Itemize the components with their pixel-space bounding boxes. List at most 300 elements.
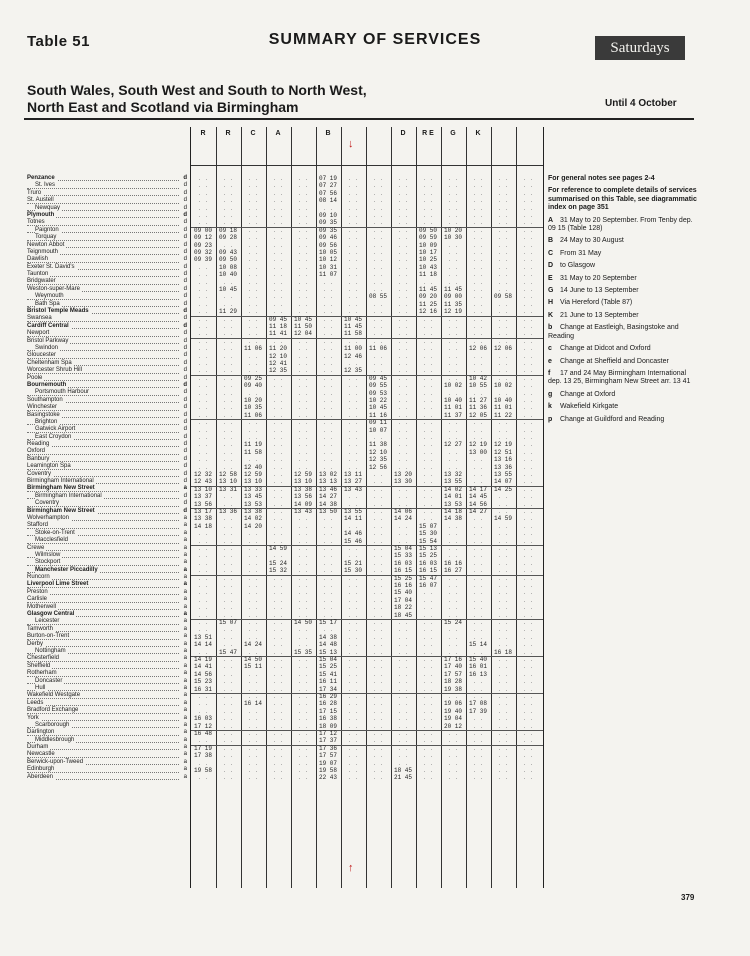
time-cell: 13 38 bbox=[243, 508, 262, 515]
time-cell: . . bbox=[497, 596, 509, 604]
time-cell: . . bbox=[272, 574, 284, 582]
time-row bbox=[191, 715, 543, 722]
time-cell: . . bbox=[347, 204, 359, 212]
time-cell: . . bbox=[222, 300, 234, 308]
time-cell: . . bbox=[497, 286, 509, 293]
time-row bbox=[191, 523, 543, 530]
time-cell: 14 48 bbox=[318, 641, 337, 649]
time-cell: . . bbox=[347, 397, 359, 404]
time-cell: . . bbox=[222, 352, 234, 360]
note-item bbox=[548, 217, 698, 234]
time-cell: . . bbox=[447, 574, 459, 582]
time-cell: 10 30 bbox=[443, 234, 462, 242]
time-cell: . . bbox=[197, 345, 209, 353]
time-cell: . . bbox=[272, 404, 284, 412]
time-cell: . . bbox=[247, 426, 259, 434]
time-cell: 17 12 bbox=[318, 730, 337, 737]
time-cell: . . bbox=[347, 175, 359, 182]
time-cell: . . bbox=[222, 589, 234, 597]
time-cell: . . bbox=[522, 360, 534, 367]
time-cell: . . bbox=[397, 707, 409, 715]
time-cell: . . bbox=[297, 522, 309, 530]
station-name: Leamington Spa bbox=[27, 463, 71, 470]
station-name: Bristol Parkway bbox=[27, 337, 69, 344]
time-cell: . . bbox=[222, 604, 234, 612]
time-cell: . . bbox=[322, 596, 334, 604]
time-cell: 17 39 bbox=[468, 707, 487, 715]
time-cell: . . bbox=[347, 197, 359, 205]
time-cell: . . bbox=[347, 374, 359, 382]
time-row bbox=[191, 745, 543, 752]
time-cell: . . bbox=[297, 678, 309, 686]
time-cell: 15 40 bbox=[468, 656, 487, 663]
arr-dep-marker: a bbox=[183, 618, 187, 625]
time-cell: . . bbox=[447, 744, 459, 752]
arr-dep-marker: d bbox=[183, 322, 187, 329]
time-cell: . . bbox=[447, 426, 459, 434]
time-cell: . . bbox=[272, 175, 284, 182]
time-cell: . . bbox=[447, 626, 459, 634]
time-row bbox=[191, 234, 543, 241]
note-item bbox=[548, 275, 698, 283]
time-cell: . . bbox=[222, 448, 234, 456]
arr-dep-marker: a bbox=[183, 721, 187, 728]
time-cell: . . bbox=[372, 360, 384, 367]
time-cell: 13 38 bbox=[293, 485, 312, 493]
time-row bbox=[191, 612, 543, 619]
time-cell: 09 45 bbox=[368, 374, 387, 382]
time-cell: . . bbox=[422, 204, 434, 212]
time-cell: . . bbox=[222, 678, 234, 686]
time-cell: . . bbox=[422, 744, 434, 752]
time-cell: 19 06 bbox=[443, 700, 462, 708]
time-cell: . . bbox=[522, 722, 534, 730]
station-row bbox=[27, 367, 187, 374]
time-cell: 09 28 bbox=[218, 234, 237, 242]
time-cell: 14 56 bbox=[468, 500, 487, 508]
column-header: C bbox=[250, 130, 256, 137]
time-cell: . . bbox=[422, 730, 434, 737]
time-cell: . . bbox=[422, 197, 434, 205]
time-cell: 10 17 bbox=[418, 249, 437, 256]
station-name: Bournemouth bbox=[27, 381, 67, 388]
time-cell: . . bbox=[297, 604, 309, 612]
route-heading-line2: North East and Scotland via Birmingham bbox=[27, 99, 299, 115]
time-cell: 10 45 bbox=[293, 315, 312, 323]
time-cell: . . bbox=[522, 352, 534, 360]
time-cell: . . bbox=[247, 226, 259, 234]
time-cell: . . bbox=[272, 604, 284, 612]
time-cell: 10 20 bbox=[443, 226, 462, 234]
arr-dep-marker: a bbox=[183, 566, 187, 573]
time-cell: . . bbox=[522, 345, 534, 353]
station-name: East Croydon bbox=[35, 433, 72, 440]
time-row bbox=[191, 626, 543, 633]
time-cell: . . bbox=[447, 197, 459, 205]
time-cell: . . bbox=[447, 189, 459, 197]
time-row bbox=[191, 316, 543, 323]
time-cell: 09 56 bbox=[318, 241, 337, 249]
time-cell: 17 40 bbox=[443, 663, 462, 671]
time-cell: . . bbox=[197, 360, 209, 367]
time-cell: . . bbox=[247, 596, 259, 604]
time-cell: . . bbox=[372, 434, 384, 441]
time-row bbox=[191, 530, 543, 537]
time-cell: . . bbox=[397, 744, 409, 752]
time-cell: 12 27 bbox=[443, 441, 462, 449]
time-cell: 12 19 bbox=[468, 441, 487, 449]
time-cell: . . bbox=[297, 360, 309, 367]
time-cell: 14 41 bbox=[193, 663, 212, 671]
time-cell: . . bbox=[397, 737, 409, 745]
time-cell: . . bbox=[372, 715, 384, 723]
time-cell: . . bbox=[522, 515, 534, 523]
time-cell: . . bbox=[397, 441, 409, 449]
arr-dep-marker: a bbox=[183, 551, 187, 558]
time-cell: . . bbox=[372, 278, 384, 286]
time-cell: . . bbox=[372, 249, 384, 256]
time-cell: . . bbox=[447, 360, 459, 367]
time-cell: 19 58 bbox=[318, 767, 337, 774]
time-cell: . . bbox=[497, 567, 509, 575]
time-cell: 13 27 bbox=[343, 478, 362, 486]
arr-dep-marker: d bbox=[183, 448, 187, 455]
time-row bbox=[191, 737, 543, 744]
arr-dep-marker: d bbox=[183, 241, 187, 248]
time-row bbox=[191, 197, 543, 204]
arr-dep-marker: d bbox=[183, 404, 187, 411]
time-cell: . . bbox=[522, 463, 534, 471]
time-cell: . . bbox=[347, 389, 359, 397]
reference-notes-text: For reference to complete details of services summarised on this Table, see diagrammatic index on page 351 bbox=[548, 187, 697, 212]
time-cell: . . bbox=[347, 308, 359, 316]
time-cell: . . bbox=[422, 419, 434, 427]
time-cell: . . bbox=[422, 500, 434, 508]
arr-dep-marker: d bbox=[183, 189, 187, 196]
time-cell: . . bbox=[522, 175, 534, 182]
time-cell: . . bbox=[522, 286, 534, 293]
time-cell: . . bbox=[372, 700, 384, 708]
time-cell: . . bbox=[297, 256, 309, 264]
time-cell: . . bbox=[422, 463, 434, 471]
time-cell: . . bbox=[347, 589, 359, 597]
time-cell: . . bbox=[222, 323, 234, 330]
time-cell: . . bbox=[522, 633, 534, 641]
time-cell: 19 38 bbox=[443, 685, 462, 693]
time-cell: . . bbox=[322, 611, 334, 619]
time-cell: . . bbox=[347, 545, 359, 552]
time-cell: . . bbox=[472, 530, 484, 538]
time-cell: . . bbox=[297, 707, 309, 715]
station-name: York bbox=[27, 714, 39, 721]
time-cell: 11 20 bbox=[268, 345, 287, 353]
time-cell: . . bbox=[472, 249, 484, 256]
time-cell: . . bbox=[472, 337, 484, 345]
time-cell: . . bbox=[197, 626, 209, 634]
time-cell: . . bbox=[397, 730, 409, 737]
time-cell: . . bbox=[197, 419, 209, 427]
time-cell: . . bbox=[497, 308, 509, 316]
time-cell: . . bbox=[497, 722, 509, 730]
station-row bbox=[27, 463, 187, 470]
time-cell: . . bbox=[472, 545, 484, 552]
time-cell: . . bbox=[347, 456, 359, 464]
time-cell: . . bbox=[297, 337, 309, 345]
time-cell: . . bbox=[222, 212, 234, 219]
time-cell: . . bbox=[247, 315, 259, 323]
time-cell: . . bbox=[497, 182, 509, 190]
time-cell: . . bbox=[372, 633, 384, 641]
time-cell: . . bbox=[522, 619, 534, 626]
time-cell: . . bbox=[297, 300, 309, 308]
time-cell: . . bbox=[247, 767, 259, 774]
time-cell: 13 10 bbox=[243, 478, 262, 486]
time-cell: . . bbox=[472, 241, 484, 249]
time-cell: 17 38 bbox=[193, 752, 212, 760]
time-cell: . . bbox=[397, 286, 409, 293]
time-cell: . . bbox=[197, 648, 209, 656]
time-row bbox=[191, 656, 543, 663]
time-cell: . . bbox=[347, 582, 359, 589]
time-cell: . . bbox=[297, 263, 309, 271]
time-cell: . . bbox=[247, 730, 259, 737]
time-cell: . . bbox=[372, 767, 384, 774]
time-row bbox=[191, 575, 543, 582]
time-cell: . . bbox=[447, 552, 459, 560]
time-cell: . . bbox=[372, 212, 384, 219]
time-cell: . . bbox=[247, 367, 259, 375]
time-cell: . . bbox=[422, 278, 434, 286]
time-cell: . . bbox=[297, 219, 309, 227]
time-cell: . . bbox=[297, 278, 309, 286]
time-row bbox=[191, 686, 543, 693]
time-cell: . . bbox=[422, 493, 434, 501]
notes-panel bbox=[548, 175, 698, 428]
time-cell: . . bbox=[397, 249, 409, 256]
time-cell: . . bbox=[497, 204, 509, 212]
station-row bbox=[27, 515, 187, 522]
time-cell: . . bbox=[347, 774, 359, 782]
page-number: 379 bbox=[681, 893, 695, 902]
time-cell: . . bbox=[372, 752, 384, 760]
time-cell: 08 14 bbox=[318, 197, 337, 205]
column-header: B bbox=[325, 130, 331, 137]
time-cell: 09 00 bbox=[193, 226, 212, 234]
time-cell: . . bbox=[197, 323, 209, 330]
time-cell: 10 35 bbox=[243, 404, 262, 412]
time-cell: . . bbox=[272, 456, 284, 464]
time-cell: . . bbox=[372, 530, 384, 538]
time-cell: 15 21 bbox=[343, 559, 362, 567]
time-cell: . . bbox=[447, 604, 459, 612]
time-cell: 16 18 bbox=[493, 648, 512, 656]
time-cell: . . bbox=[222, 567, 234, 575]
arr-dep-marker: d bbox=[183, 197, 187, 204]
time-cell: . . bbox=[272, 212, 284, 219]
time-cell: . . bbox=[222, 596, 234, 604]
time-cell: . . bbox=[447, 463, 459, 471]
time-cell: . . bbox=[522, 263, 534, 271]
route-heading-line1: South Wales, South West and South to North West, bbox=[27, 82, 367, 98]
note-item bbox=[548, 262, 698, 270]
station-name: Runcorn bbox=[27, 574, 50, 581]
time-cell: . . bbox=[372, 197, 384, 205]
time-cell: . . bbox=[272, 508, 284, 515]
time-cell: . . bbox=[272, 537, 284, 545]
time-cell: . . bbox=[222, 337, 234, 345]
station-name: Carlisle bbox=[27, 596, 48, 603]
time-cell: . . bbox=[497, 508, 509, 515]
time-cell: 16 15 bbox=[393, 567, 412, 575]
time-cell: . . bbox=[497, 744, 509, 752]
time-cell: . . bbox=[297, 204, 309, 212]
time-cell: . . bbox=[372, 611, 384, 619]
time-cell: . . bbox=[297, 559, 309, 567]
time-cell: . . bbox=[422, 323, 434, 330]
time-cell: . . bbox=[372, 707, 384, 715]
table-number: Table 51 bbox=[27, 33, 90, 50]
station-name: Macclesfield bbox=[35, 537, 69, 544]
time-cell: . . bbox=[447, 278, 459, 286]
time-cell: 14 38 bbox=[443, 515, 462, 523]
time-cell: 14 38 bbox=[318, 500, 337, 508]
time-cell: . . bbox=[522, 382, 534, 390]
time-cell: . . bbox=[322, 545, 334, 552]
time-cell: . . bbox=[322, 448, 334, 456]
time-cell: 11 19 bbox=[243, 441, 262, 449]
time-cell: . . bbox=[297, 286, 309, 293]
time-cell: . . bbox=[247, 678, 259, 686]
time-cell: . . bbox=[297, 589, 309, 597]
time-cell: . . bbox=[397, 175, 409, 182]
time-cell: . . bbox=[497, 670, 509, 678]
time-cell: . . bbox=[522, 611, 534, 619]
time-cell: . . bbox=[397, 374, 409, 382]
time-cell: . . bbox=[447, 330, 459, 338]
time-cell: 15 11 bbox=[243, 663, 262, 671]
time-cell: . . bbox=[322, 382, 334, 390]
time-cell: 15 17 bbox=[318, 619, 337, 626]
note-item bbox=[548, 237, 698, 245]
time-cell: . . bbox=[297, 411, 309, 419]
time-cell: . . bbox=[297, 596, 309, 604]
time-cell: . . bbox=[497, 656, 509, 663]
time-cell: . . bbox=[322, 456, 334, 464]
time-cell: . . bbox=[522, 411, 534, 419]
station-name: Birmingham New Street bbox=[27, 485, 95, 492]
time-cell: . . bbox=[347, 419, 359, 427]
note-key: b bbox=[548, 324, 553, 332]
station-name: Dawlish bbox=[27, 256, 49, 263]
time-cell: . . bbox=[447, 263, 459, 271]
time-cell: . . bbox=[447, 737, 459, 745]
time-cell: . . bbox=[222, 530, 234, 538]
time-cell: . . bbox=[422, 641, 434, 649]
time-row bbox=[191, 382, 543, 389]
time-cell: . . bbox=[497, 315, 509, 323]
station-name: Burton-on-Trent bbox=[27, 633, 70, 640]
time-cell: 11 58 bbox=[243, 448, 262, 456]
time-cell: . . bbox=[397, 463, 409, 471]
time-cell: . . bbox=[522, 434, 534, 441]
time-cell: 09 35 bbox=[318, 226, 337, 234]
time-cell: . . bbox=[272, 189, 284, 197]
time-cell: . . bbox=[247, 715, 259, 723]
time-cell: 17 19 bbox=[193, 744, 212, 752]
time-cell: . . bbox=[222, 559, 234, 567]
time-cell: . . bbox=[422, 767, 434, 774]
time-cell: . . bbox=[447, 249, 459, 256]
time-cell: . . bbox=[222, 456, 234, 464]
time-cell: . . bbox=[522, 323, 534, 330]
time-cell: 15 30 bbox=[343, 567, 362, 575]
time-cell: . . bbox=[272, 715, 284, 723]
time-cell: . . bbox=[447, 759, 459, 767]
time-cell: . . bbox=[397, 485, 409, 493]
time-cell: . . bbox=[472, 678, 484, 686]
time-cell: . . bbox=[497, 493, 509, 501]
time-row bbox=[191, 338, 543, 345]
time-cell: 09 25 bbox=[243, 374, 262, 382]
note-text: 24 May to 30 August bbox=[560, 237, 624, 245]
time-cell: . . bbox=[497, 330, 509, 338]
time-cell: . . bbox=[422, 648, 434, 656]
time-cell: . . bbox=[497, 426, 509, 434]
time-cell: . . bbox=[522, 500, 534, 508]
time-cell: . . bbox=[197, 463, 209, 471]
time-cell: . . bbox=[297, 175, 309, 182]
time-cell: . . bbox=[347, 441, 359, 449]
leader-dots bbox=[27, 602, 179, 603]
time-cell: . . bbox=[447, 648, 459, 656]
time-cell: . . bbox=[522, 670, 534, 678]
time-cell: . . bbox=[447, 219, 459, 227]
time-cell: . . bbox=[472, 537, 484, 545]
time-cell: 14 02 bbox=[443, 485, 462, 493]
column-header: A bbox=[275, 130, 281, 137]
time-cell: . . bbox=[322, 300, 334, 308]
time-row bbox=[191, 293, 543, 300]
time-cell: . . bbox=[497, 582, 509, 589]
time-cell: . . bbox=[297, 397, 309, 404]
time-row bbox=[191, 456, 543, 463]
time-cell: 09 53 bbox=[368, 389, 387, 397]
station-name: Newquay bbox=[35, 204, 61, 211]
time-cell: . . bbox=[397, 367, 409, 375]
time-cell: . . bbox=[497, 175, 509, 182]
time-cell: . . bbox=[447, 374, 459, 382]
time-cell: . . bbox=[422, 219, 434, 227]
station-name: Worcester Shrub Hill bbox=[27, 367, 82, 374]
station-row bbox=[27, 301, 187, 308]
time-cell: . . bbox=[447, 419, 459, 427]
time-row bbox=[191, 242, 543, 249]
time-cell: . . bbox=[397, 345, 409, 353]
time-cell: . . bbox=[472, 596, 484, 604]
station-row bbox=[27, 655, 187, 662]
time-cell: . . bbox=[372, 315, 384, 323]
time-cell: . . bbox=[347, 619, 359, 626]
time-cell: . . bbox=[447, 212, 459, 219]
time-cell: 11 00 bbox=[343, 345, 362, 353]
time-cell: . . bbox=[422, 448, 434, 456]
time-cell: . . bbox=[247, 582, 259, 589]
arr-dep-marker: a bbox=[183, 581, 187, 588]
time-cell: . . bbox=[297, 448, 309, 456]
time-cell: 13 51 bbox=[193, 633, 212, 641]
leader-dots bbox=[27, 757, 179, 758]
time-cell: . . bbox=[272, 241, 284, 249]
